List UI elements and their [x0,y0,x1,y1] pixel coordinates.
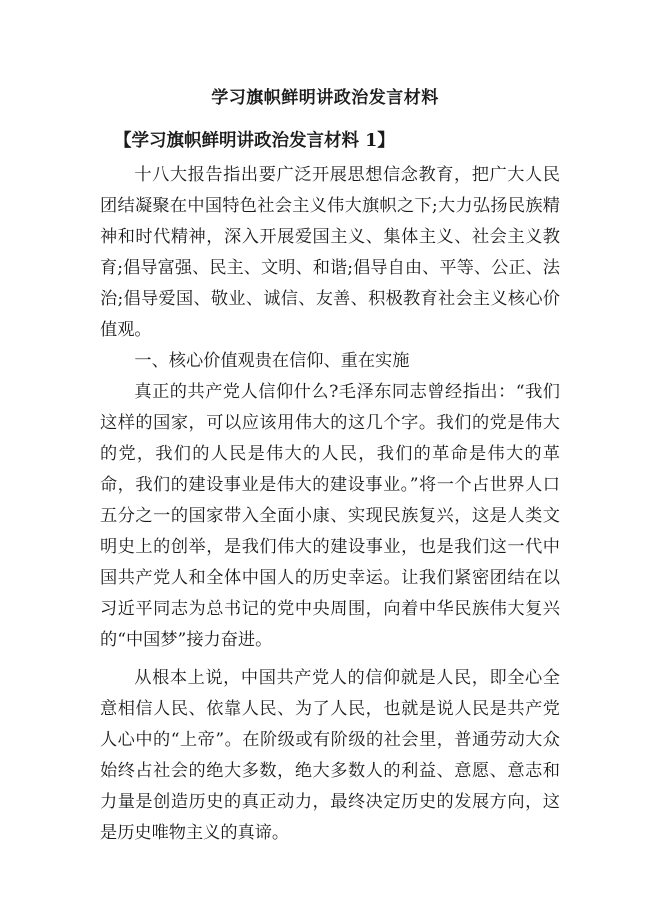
section-heading: 【学习旗帜鲜明讲政治发言材料 1】 [114,131,395,151]
paragraph: 十八大报告指出要广泛开展思想信念教育，把广大人民团结凝聚在中国特色社会主义伟大旗帜之下;大力弘扬民族精神和时代精神，深入开展爱国主义、集体主义、社会主义教育;倡导富强、民主、文明、和谐;倡导自由、平等、公正、法治;倡导爱国、敬业、诚信、友善、积极教育社会主义核心价值观。 [100,165,560,340]
document-body [100,160,560,849]
document-title: 学习旗帜鲜明讲政治发言材料 [211,88,439,108]
paragraph: 从根本上说，中国共产党人的信仰就是人民，即全心全意相信人民、依靠人民、为了人民，也就是说人民是共产党人心中的“上帝”。在阶级或有阶级的社会里，普通劳动大众始终占社会的绝大多数，绝大多数人的利益、意愿、意志和力量是创造历史的真正动力，最终决定历史的发展方向，这是历史唯物主义的真谛。 [100,668,560,843]
subheading: 一、核心价值观贵在信仰、重在实施 [134,351,410,371]
paragraph: 真正的共产党人信仰什么?毛泽东同志曾经指出：“我们这样的国家，可以应该用伟大的这几个字。我们的党是伟大的党，我们的人民是伟大的人民，我们的革命是伟大的革命，我们的建设事业是伟大的建设事业。”将一个占世界人口五分之一的国家带入全面小康、实现民族复兴，这是人类文明史上的创举，是我们伟大的建设事业，也是我们这一代中国共产党人和全体中国人的历史幸运。让我们紧密团结在以习近平同志为总书记的党中央周围，向着中华民族伟大复兴的“中国梦”接力奋进。 [100,382,560,650]
